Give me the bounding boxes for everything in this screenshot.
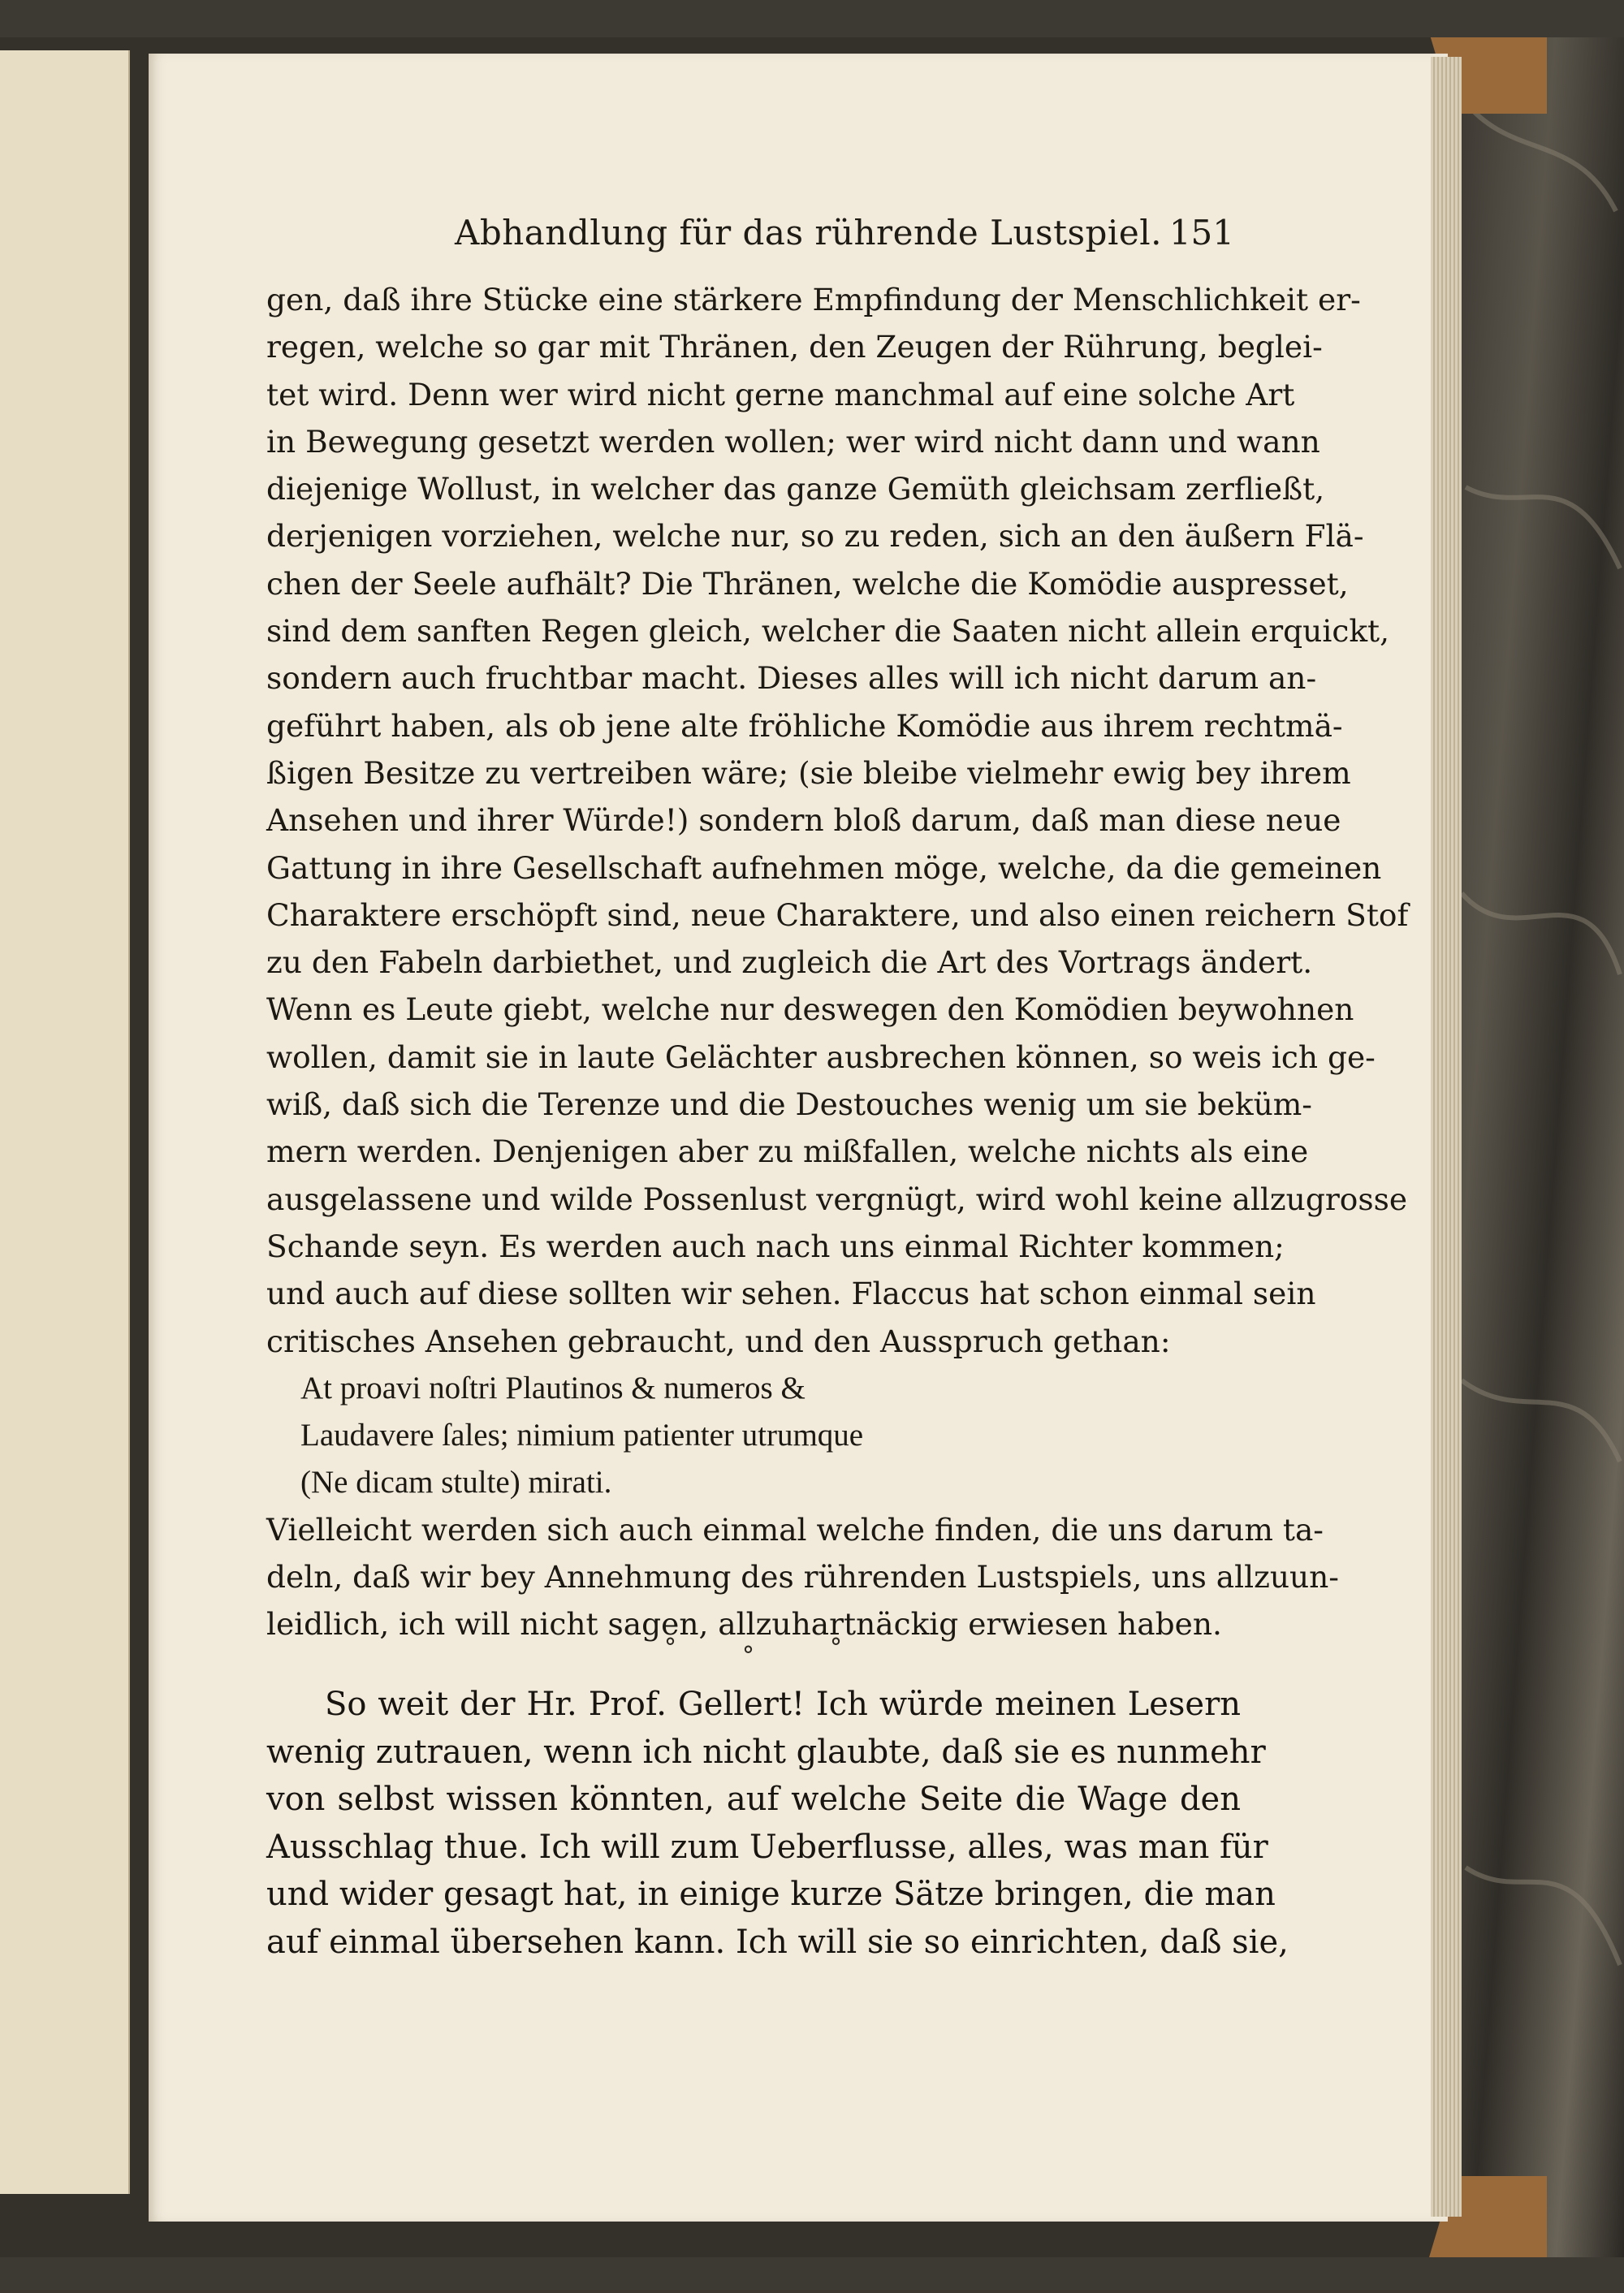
text-line: sind dem sanften Regen gleich, welcher die Saaten nicht allein erquickt,: [266, 613, 1390, 650]
text-line: Gattung in ihre Gesellschaft aufnehmen möge, welche, da die gemeinen: [266, 849, 1382, 886]
text-line: Ausschlag thue. Ich will zum Ueberflusse, alles, was man für: [266, 1828, 1268, 1866]
quote-line: Laudavere ſales; nimium patienter utrumque: [300, 1417, 864, 1453]
text-line: tet wird. Denn wer wird nicht gerne manchmal auf eine solche Art: [266, 376, 1295, 412]
text-line: und wider gesagt hat, in einige kurze Sätze bringen, die man: [266, 1876, 1276, 1913]
text-line: leidlich, ich will nicht sagen, allzuhartnäckig erwiesen haben.: [266, 1606, 1222, 1643]
separator-mark: °: [742, 1642, 754, 1670]
text-line: Ansehen und ihrer Würde!) sondern bloß darum, daß man diese neue: [266, 802, 1341, 839]
text-line: Schande seyn. Es werden auch nach uns einmal Richter kommen;: [266, 1228, 1285, 1264]
page-header: [455, 213, 1234, 261]
quote-line: (Ne dicam stulte) mirati.: [300, 1464, 612, 1500]
text-line: sondern auch fruchtbar macht. Dieses alles will ich nicht darum an-: [266, 660, 1317, 697]
left-page-edge: [0, 50, 130, 2194]
latin-quote: [266, 1365, 1241, 1506]
text-line: critisches Ansehen gebraucht, und den Ausspruch gethan:: [266, 1323, 1171, 1359]
text-line: So weit der Hr. Prof. Gellert! Ich würde meinen Lesern: [325, 1686, 1241, 1723]
text-line: chen der Seele aufhält? Die Thränen, welche die Komödie auspresset,: [266, 565, 1349, 602]
text-line: regen, welche so gar mit Thränen, den Zeugen der Rührung, beglei-: [266, 329, 1323, 365]
main-text: [266, 276, 1409, 1648]
text-line: wiß, daß sich die Terenze und die Destouches wenig um sie beküm-: [266, 1086, 1312, 1123]
running-title: Abhandlung für das rührende Lustspiel.: [455, 213, 1162, 253]
page-block-edges: [1431, 57, 1462, 2217]
section-separator: [650, 1634, 861, 1670]
separator-mark: °: [830, 1634, 842, 1662]
text-line: diejenige Wollust, in welcher das ganze Gemüth gleichsam zerfließt,: [266, 471, 1325, 507]
quote-line: At proavi noſtri Plautinos & numeros &: [300, 1370, 806, 1406]
text-line: Charaktere erschöpft sind, neue Charaktere, und also einen reichern Stof: [266, 896, 1409, 933]
text-line: zu den Fabeln darbiethet, und zugleich die Art des Vortrags ändert.: [266, 944, 1313, 981]
text-line: wollen, damit sie in laute Gelächter ausbrechen können, so weis ich ge-: [266, 1039, 1376, 1075]
paragraph-2: [266, 1506, 1339, 1648]
paragraph-1: [266, 276, 1409, 1365]
text-line: ausgelassene und wilde Possenlust vergnügt, wird wohl keine allzugrosse: [266, 1181, 1408, 1217]
page-number: 151: [1168, 213, 1234, 253]
text-line: derjenigen vorziehen, welche nur, so zu reden, sich an den äußern Flä-: [266, 518, 1364, 555]
text-line: gen, daß ihre Stücke eine stärkere Empfindung der Menschlichkeit er-: [266, 282, 1361, 317]
text-line: in Bewegung gesetzt werden wollen; wer wird nicht dann und wann: [266, 423, 1320, 460]
paragraph-3: [266, 1681, 1289, 1966]
text-line: ßigen Besitze zu vertreiben wäre; (sie bleibe vielmehr ewig bey ihrem: [266, 754, 1351, 791]
text-line: mern werden. Denjenigen aber zu mißfallen, welche nichts als eine: [266, 1134, 1309, 1170]
text-line: Wenn es Leute giebt, welche nur deswegen den Komödien beywohnen: [266, 991, 1354, 1028]
text-line: von selbst wissen könnten, auf welche Seite die Wage den: [266, 1781, 1241, 1818]
text-line: geführt haben, als ob jene alte fröhliche Komödie aus ihrem rechtmä-: [266, 707, 1343, 744]
text-line: deln, daß wir bey Annehmung des rührenden Lustspiels, uns allzuun-: [266, 1559, 1339, 1596]
text-line: wenig zutrauen, wenn ich nicht glaubte, daß sie es nunmehr: [266, 1733, 1266, 1771]
text-line: Vielleicht werden sich auch einmal welche finden, die uns darum ta-: [266, 1511, 1324, 1548]
separator-mark: °: [664, 1634, 676, 1662]
text-line: und auch auf diese sollten wir sehen. Flaccus hat schon einmal sein: [266, 1276, 1316, 1312]
text-line: auf einmal übersehen kann. Ich will sie so einrichten, daß sie,: [266, 1923, 1289, 1961]
